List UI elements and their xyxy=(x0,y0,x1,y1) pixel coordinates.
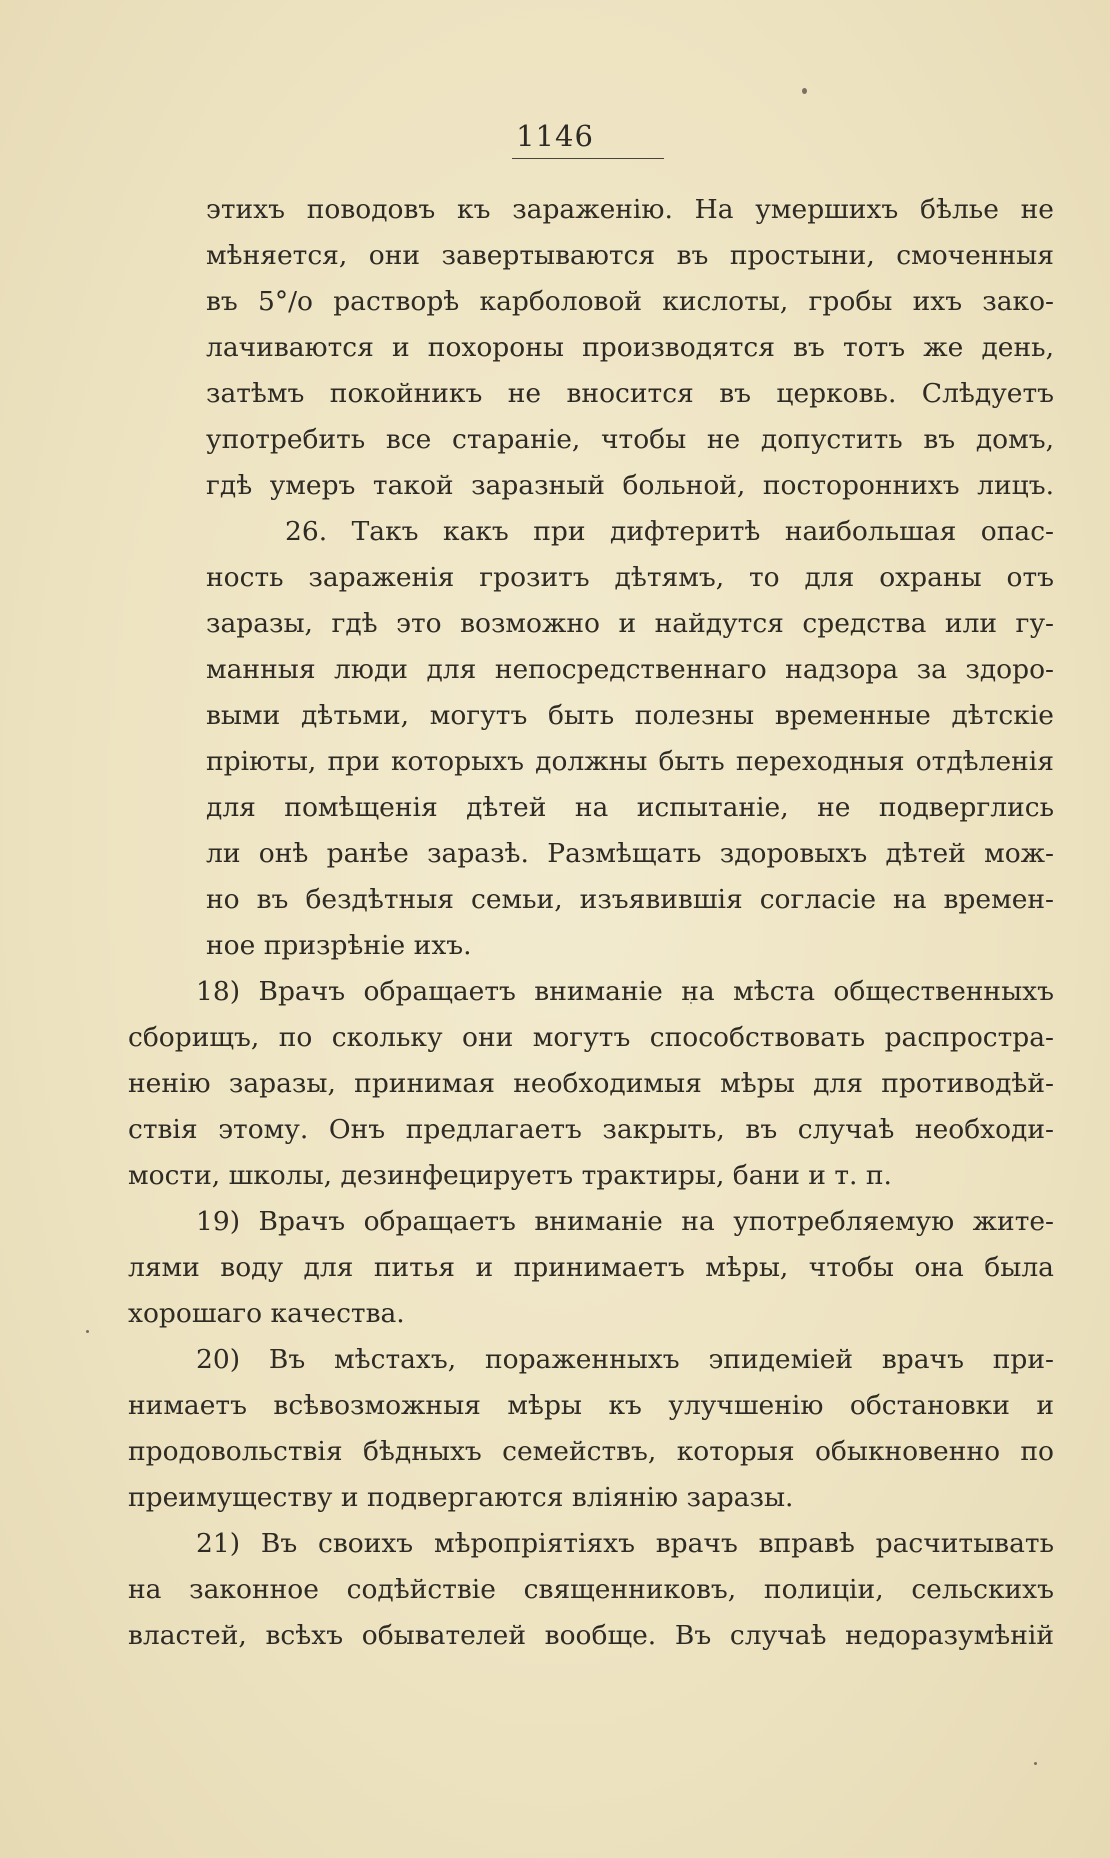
text-line: продовольствія бѣдныхъ семействъ, которыя обыкновенно по xyxy=(128,1436,1054,1467)
text-line: властей, всѣхъ обывателей вообще. Въ случаѣ недоразумѣній xyxy=(128,1620,1054,1651)
text-line: преимуществу и подвергаются вліянію заразы. xyxy=(128,1482,794,1513)
text-line: но въ бездѣтныя семьи, изъявившія согласіе на времен- xyxy=(206,884,1054,915)
text-line: выми дѣтьми, могутъ быть полезны временные дѣтскіе xyxy=(206,700,1054,731)
text-line: 21) Въ своихъ мѣропріятіяхъ врачъ вправѣ расчитывать xyxy=(196,1528,1054,1559)
text-line: нимаетъ всѣвозможныя мѣры къ улучшенію обстановки и xyxy=(128,1390,1054,1421)
page-number-rule xyxy=(512,158,664,159)
text-line: пріюты, при которыхъ должны быть переходныя отдѣленія xyxy=(206,746,1054,777)
page-number: 1146 xyxy=(516,119,594,153)
text-line: мѣняется, они завертываются въ простыни, смоченныя xyxy=(206,240,1054,271)
text-line: ненію заразы, принимая необходимыя мѣры для противодѣй- xyxy=(128,1068,1054,1099)
text-line: сборищъ, по скольку они могутъ способствовать распростра- xyxy=(128,1022,1054,1053)
text-line: ность зараженія грозитъ дѣтямъ, то для охраны отъ xyxy=(206,562,1054,593)
text-line: на законное содѣйствіе священниковъ, полиціи, сельскихъ xyxy=(128,1574,1054,1605)
text-line: въ 5°/о растворѣ карболовой кислоты, гробы ихъ зако- xyxy=(206,286,1054,317)
text-line: затѣмъ покойникъ не вносится въ церковь. Слѣдуетъ xyxy=(206,378,1054,409)
text-line: ствія этому. Онъ предлагаетъ закрыть, въ случаѣ необходи- xyxy=(128,1114,1054,1145)
text-line: 20) Въ мѣстахъ, пораженныхъ эпидеміей врачъ при- xyxy=(196,1344,1054,1375)
text-line: хорошаго качества. xyxy=(128,1298,405,1329)
text-line: для помѣщенія дѣтей на испытаніе, не подверглись xyxy=(206,792,1054,823)
text-line: ное призрѣніе ихъ. xyxy=(206,930,472,961)
text-line: этихъ поводовъ къ зараженію. На умершихъ бѣлье не xyxy=(206,194,1054,225)
text-line: лями воду для питья и принимаетъ мѣры, чтобы она была xyxy=(128,1252,1054,1283)
text-line: 19) Врачъ обращаетъ вниманіе на употребляемую жите- xyxy=(196,1206,1054,1237)
text-line: употребить все стараніе, чтобы не допустить въ домъ, xyxy=(206,424,1054,455)
text-line: лачиваются и похороны производятся въ тотъ же день, xyxy=(206,332,1054,363)
text-line: манныя люди для непосредственнаго надзора за здоро- xyxy=(206,654,1054,685)
text-line: мости, школы, дезинфецируетъ трактиры, бани и т. п. xyxy=(128,1160,892,1191)
text-line: ли онѣ ранѣе заразѣ. Размѣщать здоровыхъ дѣтей мож- xyxy=(206,838,1054,869)
text-line: гдѣ умеръ такой заразный больной, постороннихъ лицъ. xyxy=(206,470,1054,501)
body-text xyxy=(128,187,1054,1659)
text-line: 18) Врачъ обращаетъ вниманіе на мѣста общественныхъ xyxy=(196,976,1054,1007)
text-line: заразы, гдѣ это возможно и найдутся средства или гу- xyxy=(206,608,1054,639)
text-line: 26. Такъ какъ при дифтеритѣ наибольшая опас- xyxy=(285,516,1054,547)
